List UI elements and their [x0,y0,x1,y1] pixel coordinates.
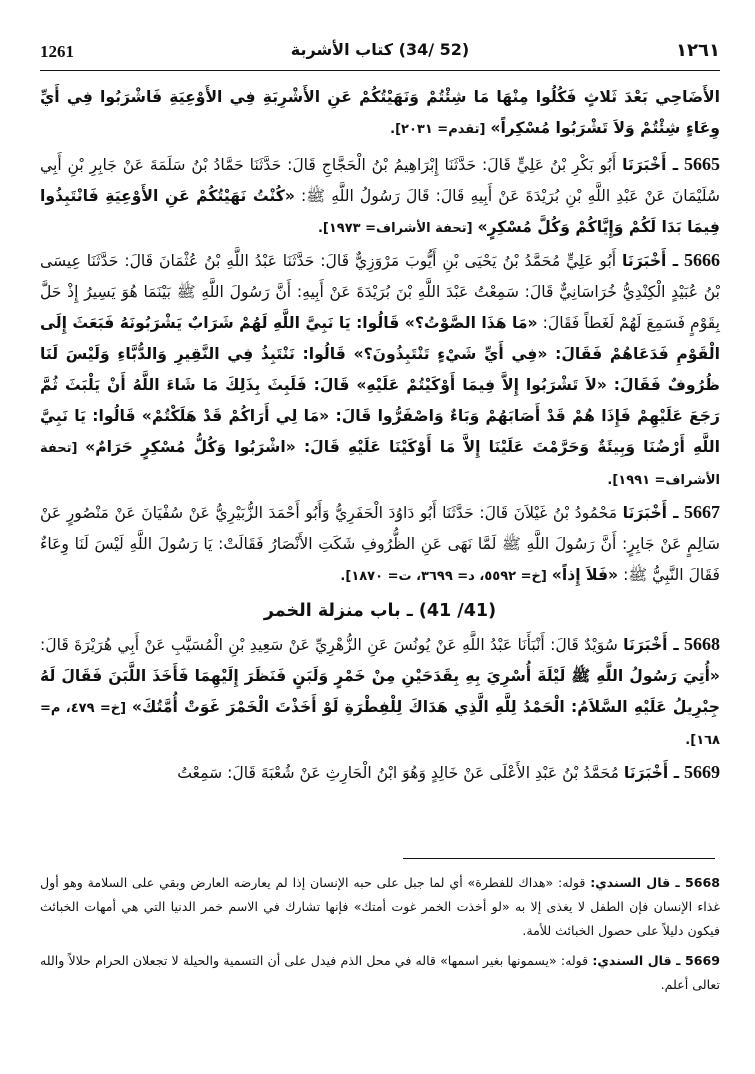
lead-ref: [تقدم= ٢٠٣١]. [390,122,486,137]
hadith-5667 [40,497,720,592]
footnote-label: 5669 ـ قال السندي: [592,953,720,968]
hadith-matn: «فَلاَ إِذاً» [551,566,619,584]
running-title: (52 /34) كتاب الأشربة [290,40,470,59]
hadith-5666 [40,245,720,496]
footnote-text: قوله: «يسمونها بغير اسمها» قاله في محل الذم فيدل على أن التسمية والحيلة لا تجعلان الحرام حلالاً والله تعالى أعلم. [40,953,720,992]
hadith-matn: «أُتِيَ رَسُولُ اللَّهِ ﷺ لَيْلَةَ أُسْرِيَ بِهِ بِقَدَحَيْنِ مِنْ خَمْرٍ وَلَبَنٍ فَنَظَرَ إِلَيْهِمَا فَأَخَذَ اللَّبَنَ فَقَالَ لَهُ جِبْرِيلُ عَلَيْهِ السَّلاَمُ: الْحَمْدُ لِلَّهِ الَّذِي هَدَاكَ لِلْفِطْرَةِ لَوْ أَخَذْتَ الْخَمْرَ غَوَتْ أُمَّتُكَ» [40,667,720,716]
hadith-matn: «مَا هَذَا الصَّوْتُ؟» قَالُوا: يَا نَبِيَّ اللَّهِ لَهُمْ شَرَابٌ يَشْرَبُونَهُ فَبَعَثَ إِلَى الْقَوْمِ فَدَعَاهُمْ فَقَالَ: «فِي أَيِّ شَيْءٍ تَنْتَبِذُونَ؟» قَالُوا: نَنْتَبِذُ فِي النَّقِيرِ وَالدُّبَّاءِ وَلَيْسَ لَنَا ظُرُوفٌ فَقَالَ: «لاَ تَشْرَبُوا إِلاَّ فِيمَا أَوْكَيْتُمْ عَلَيْهِ» قَالَ: فَلَبِثَ بِذَلِكَ مَا شَاءَ اللَّهُ أَنْ يَلْبَثَ ثُمَّ رَجَعَ عَلَيْهِمْ فَإِذَا هُمْ قَدْ أَصَابَهُمْ وَبَاءٌ وَاصْفَرُّوا قَالَ: «مَا لِي أَرَاكُمْ قَدْ هَلَكْتُمْ» قَالُوا: يَا نَبِيَّ اللَّهِ أَرْضُنَا وَبِيئَةٌ وَحَرَّمْتَ عَلَيْنَا إِلاَّ مَا أَوْكَيْنَا عَلَيْهِ قَالَ: «اشْرَبُوا وَكُلُّ مُسْكِرٍ حَرَامٌ» [40,314,720,456]
footnotes [40,871,720,1003]
footnote-label: 5668 ـ قال السندي: [590,875,721,890]
hadith-chain: مُحَمَّدُ بْنُ عَبْدِ الأَعْلَى عَنْ خَالِدٍ وَهُوَ ابْنُ الْحَارِثِ عَنْ شُعْبَةَ قَالَ: سَمِعْتُ [177,764,619,782]
hadith-chain: أَبُو عَلِيٍّ مُحَمَّدُ بْنُ يَحْيَى بْنِ أَيُّوبَ مَرْوَزِيٌّ قَالَ: حَدَّثَنَا عَبْدُ اللَّهِ بْنُ عُثْمَانَ قَالَ: حَدَّثَنَا عِيسَى بْنُ عُبَيْدٍ الْكِنْدِيُّ خُرَاسَانِيٌّ قَالَ: سَمِعْتُ عَبْدَ اللَّهِ بْنَ بُرَيْدَةَ عَنْ أَبِيهِ: أَنَّ رَسُولَ اللَّهِ ﷺ بَيْنَمَا هُوَ يَسِيرُ إِذْ حَلَّ بِقَوْمٍ فَسَمِعَ لَهُمْ لَغَطاً فَقَالَ: [40,252,720,332]
chapter-heading: (41/ 41) ـ باب منزلة الخمر [263,601,497,621]
header-rule [40,70,720,71]
footnote-rule [403,858,715,859]
hadith-ref: [خ= ٤٧٩، م= ١٦٨]. [40,701,720,748]
akhbarana-label: ـ أَخْبَرَنَا [622,504,679,522]
hadith-chain: أَبُو بَكْرِ بْنُ عَلِيٍّ قَالَ: حَدَّثَنَا إِبْرَاهِيمُ بْنُ الْحَجَّاجِ قَالَ: حَدَّثَنَا حَمَّادُ بْنُ سَلَمَةَ عَنْ جَابِرِ بْنِ أَبِي سُلَيْمَانَ عَنْ عَبْدِ اللَّهِ بْنِ بُرَيْدَةَ عَنْ أَبِيهِ قَالَ: قَالَ رَسُولُ اللَّهِ ﷺ: [40,156,720,205]
akhbarana-label: ـ أَخْبَرَنَا [622,156,679,174]
hadith-5669 [40,757,720,789]
hadith-chain: مَحْمُودُ بْنُ غَيْلاَنَ قَالَ: حَدَّثَنَا أَبُو دَاوُدَ الْحَفَرِيُّ وَأَبُو أَحْمَدَ الزُّبَيْرِيُّ عَنْ سُفْيَانَ عَنْ مَنْصُورٍ عَنْ سَالِمٍ عَنْ جَابِرٍ: أَنَّ رَسُولَ اللَّهِ ﷺ لَمَّا نَهَى عَنِ الظُّرُوفِ شَكَتِ الأَنْصَارُ فَقَالَتْ: يَا رَسُولَ اللَّهِ لَيْسَ لَنَا وِعَاءٌ فَقَالَ النَّبِيُّ ﷺ: [40,504,720,584]
hadith-number: 5665 [684,154,720,174]
akhbarana-label: ـ أَخْبَرَنَا [623,636,679,654]
lead-text: الأَضَاحِي بَعْدَ ثَلاثٍ فَكُلُوا مِنْهَا مَا شِئْتُمْ وَنَهَيْتُكُمْ عَنِ الأَشْرِبَةِ فِي الأَوْعِيَةِ فَاشْرَبُوا فِي أَيِّ وِعَاءٍ شِئْتُمْ وَلاَ تَشْرَبُوا مُسْكِراً» [40,88,720,137]
page-header [40,38,720,68]
footnote-5668 [40,871,720,943]
hadith-matn: «كُنْتُ نَهَيْتُكُمْ عَنِ الأَوْعِيَةِ فَانْتَبِذُوا فِيمَا بَدَا لَكُمْ وَإِيَّاكُمْ وَكُلَّ مُسْكِرٍ» [40,187,720,236]
lead-continuation [40,82,720,145]
page-number-arabic: ١٢٦١ [676,40,720,61]
hadith-ref: [تحفة الأشراف= ١٩٧٣]. [317,221,473,236]
footnote-5669 [40,949,720,997]
hadith-number: 5669 [684,762,720,782]
page-number-latin: 1261 [40,42,74,61]
hadith-number: 5668 [684,634,720,654]
hadith-number: 5666 [684,250,720,270]
hadith-number: 5667 [683,502,720,522]
hadith-ref: [خ= ٥٥٩٢، د= ٣٦٩٩، ت= ١٨٧٠]. [340,569,547,584]
hadith-5668 [40,629,720,756]
akhbarana-label: ـ أَخْبَرَنَا [622,252,679,270]
hadith-chain: سُوَيْدٌ قَالَ: أَنْبَأَنَا عَبْدُ اللَّهِ عَنْ يُونُسَ عَنِ الزُّهْرِيِّ عَنْ سَعِيدِ بْنِ الْمُسَيَّبِ عَنْ أَبِي هُرَيْرَةَ قَالَ: [40,636,618,654]
footnote-text: قوله: «هداك للفطرة» أي لما جبل على حبه الإنسان إذا لم يعارضه العارض وبقي على السلامة وهو أول غذاء الإنسان فإن الطفل لا يغذى إلا به «لو أخذت الخمر غوت أمتك» فإنها تشارك في الاسم خمر الدنيا التي هي أمهات الخبائث فيكون دليلاً على حصول الخبائث للأمة. [40,875,720,938]
hadith-ref: [تحفة الأشراف= ١٩٩١]. [40,441,720,488]
hadith-5665 [40,149,720,244]
akhbarana-label: ـ أَخْبَرَنَا [623,764,680,782]
main-text [40,82,720,790]
